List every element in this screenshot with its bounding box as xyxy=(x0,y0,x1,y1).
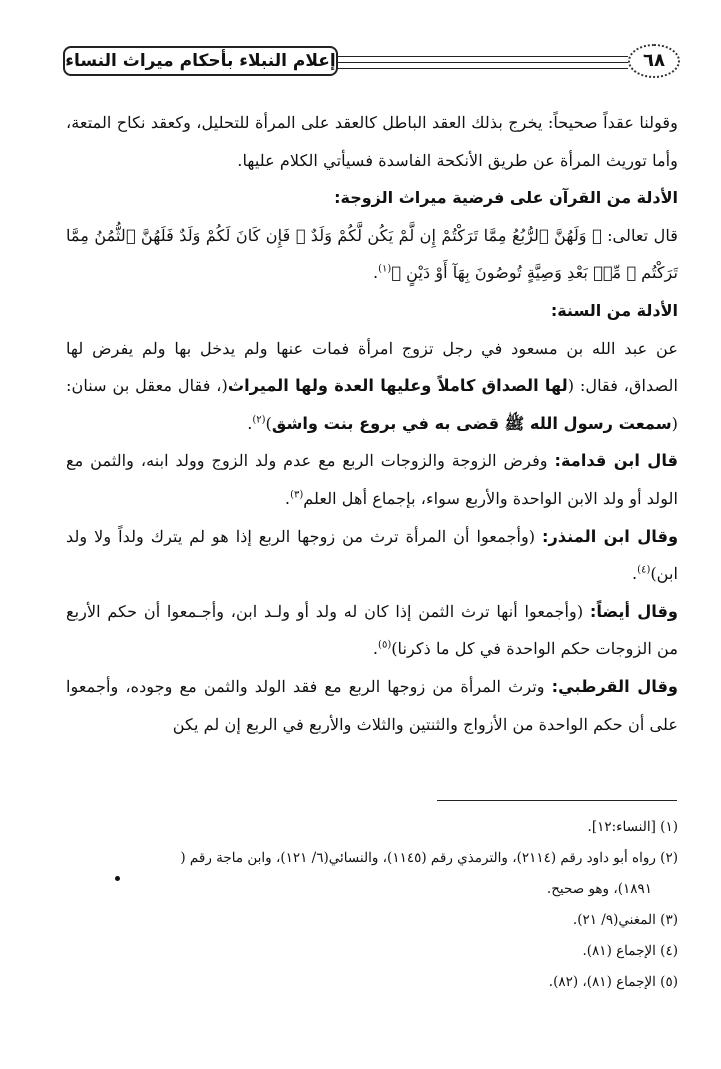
quran-verse: ﴿ وَلَهُنَّ ٱلرُّبُعُ مِمَّا تَرَكْتُمْ إِن لَّمْ يَكُن لَّكُمْ وَلَدٌ ۚ فَإِن كَانَ لَكُمْ وَلَدٌ فَلَهُنَّ ٱلثُّمُنُ مِمَّا تَرَكْتُم ۚ مِّنۢ بَعْدِ وَصِيَّةٍ تُوصُونَ بِهَآ أَوْ دَيْنٍ ﴾ xyxy=(66,225,678,283)
running-title: إعلام النبلاء بأحكام ميراث النساء xyxy=(63,46,338,76)
header-rule xyxy=(338,62,628,63)
footnote-ref: (١) xyxy=(378,263,392,275)
section-heading: الأدلة من السنة: xyxy=(550,300,678,320)
footnote: (١) [النساء:١٢]. xyxy=(587,819,678,835)
footnotes xyxy=(66,812,678,998)
paragraph: وقال أيضاً: (وأجمعوا أنها ترث الثمن إذا كان له ولد أو ولـد ابن، وأجـمعوا أن حكم الأربع من الزوجات حكم الواحدة في كل ما ذكرنا)$^{(٥)}$. xyxy=(66,601,678,659)
quran-quote: قال تعالى: ﴿ وَلَهُنَّ ٱلرُّبُعُ مِمَّا تَرَكْتُمْ إِن لَّمْ يَكُن لَّكُمْ وَلَدٌ ۚ فَإِن كَانَ لَكُمْ وَلَدٌ فَلَهُنَّ ٱلثُّمُنُ مِمَّا تَرَكْتُم ۚ مِّنۢ بَعْدِ وَصِيَّةٍ تُوصُونَ بِهَآ أَوْ دَيْنٍ ﴾$^{(١)}$. xyxy=(66,225,678,283)
footnote: (٥) الإجماع (٨١)، (٨٢). xyxy=(548,974,678,990)
quote-intro: قال تعالى: xyxy=(607,225,678,245)
text-run: وفرض الزوجة والزوجات الربع مع عدم ولد الزوج وولد ابنه، والثمن مع الولد أو ولد الابن الواحدة والأربع سواء، بإجماع أهل العلم xyxy=(66,451,678,508)
text-run: عن عبد الله بن مسعود في رجل تزوج امرأة فمات عنها ولم يدخل بها ولم يفرض لها الصداق، فقال: ( xyxy=(66,338,678,396)
footnote: (٤) الإجماع (٨١). xyxy=(582,943,678,959)
footnote-ref: (٢) xyxy=(252,414,266,426)
footnote-continuation: ١٨٩١)، وهو صحيح. xyxy=(546,881,652,897)
header-rule xyxy=(338,56,628,57)
scholar-name: وقال أيضاً: xyxy=(589,601,678,621)
footnote-ref: (٤) xyxy=(637,564,651,576)
footnote-ref: (٥) xyxy=(378,639,392,651)
footnote: (٢) رواه أبو داود رقم (٢١١٤)، والترمذي رقم (١١٤٥)، والنسائي(٦/ ١٢١)، وابن ماجة رقم ( xyxy=(180,850,678,866)
paragraph: عن عبد الله بن مسعود في رجل تزوج امرأة فمات عنها ولم يدخل بها ولم يفرض لها الصداق، فقال: (لها الصداق كاملاً وعليها العدة ولها الميراث(، فقال معقل بن سنان: (سمعت رسول الله ﷺ قضى به في بروع بنت واشق)$^{(٢)}$. xyxy=(66,338,678,433)
print-dot xyxy=(115,876,120,881)
scholar-name: قال ابن قدامة: xyxy=(554,451,678,471)
bold-quote: سمعت رسول الله ﷺ قضى به في بروع بنت واشق xyxy=(271,413,672,433)
text-run: وترث المرأة من زوجها الربع مع فقد الولد والثمن مع وجوده، وأجمعوا على أن حكم الواحدة من الأزواج والثنتين والثلاث والأربع في الربع إن لم يكن xyxy=(66,676,678,734)
header-rule xyxy=(338,68,628,69)
paragraph xyxy=(66,668,678,743)
paragraph: قال ابن قدامة: وفرض الزوجة والزوجات الربع مع عدم ولد الزوج وولد ابنه، والثمن مع الولد أو ولد الابن الواحدة والأربع سواء، بإجماع أهل العلم$^{(٣)}$. xyxy=(66,451,678,508)
text-run: (، فقال معقل بن سنان: ( xyxy=(66,376,678,433)
text-run: (وأجمعوا أن المرأة ترث من زوجها الربع إذا هو لم يترك ولداً ولا ولد ابن) xyxy=(66,526,678,584)
main-text xyxy=(66,104,678,743)
scholar-name: وقال ابن المنذر: xyxy=(542,526,678,546)
section-heading: الأدلة من القرآن على فرضية ميراث الزوجة: xyxy=(334,188,678,208)
scholar-name: وقال القرطبي: xyxy=(551,676,678,696)
text-run: ) xyxy=(265,413,272,433)
paragraph: وقال ابن المنذر: (وأجمعوا أن المرأة ترث من زوجها الربع إذا هو لم يترك ولداً ولا ولد ابن)$^{(٤)}$. xyxy=(66,526,678,584)
footnote-separator xyxy=(437,800,677,801)
text-run: (وأجمعوا أنها ترث الثمن إذا كان له ولد أو ولـد ابن، وأجـمعوا أن حكم الأربع من الزوجات حكم الواحدة في كل ما ذكرنا) xyxy=(66,601,678,659)
footnote-ref: (٣) xyxy=(290,489,304,501)
footnote: (٣) المغني(٩/ ٢١). xyxy=(572,912,678,928)
page-number: ٦٨ xyxy=(628,44,680,78)
bold-quote: لها الصداق كاملاً وعليها العدة ولها الميراث xyxy=(227,376,568,396)
page-header xyxy=(0,42,721,92)
paragraph: وقولنا عقداً صحيحاً: يخرج بذلك العقد الباطل كالعقد على المرأة للتحليل، وكعقد نكاح المتعة، وأما توريث المرأة عن طريق الأنكحة الفاسدة فسيأتي الكلام عليها. xyxy=(66,113,678,170)
